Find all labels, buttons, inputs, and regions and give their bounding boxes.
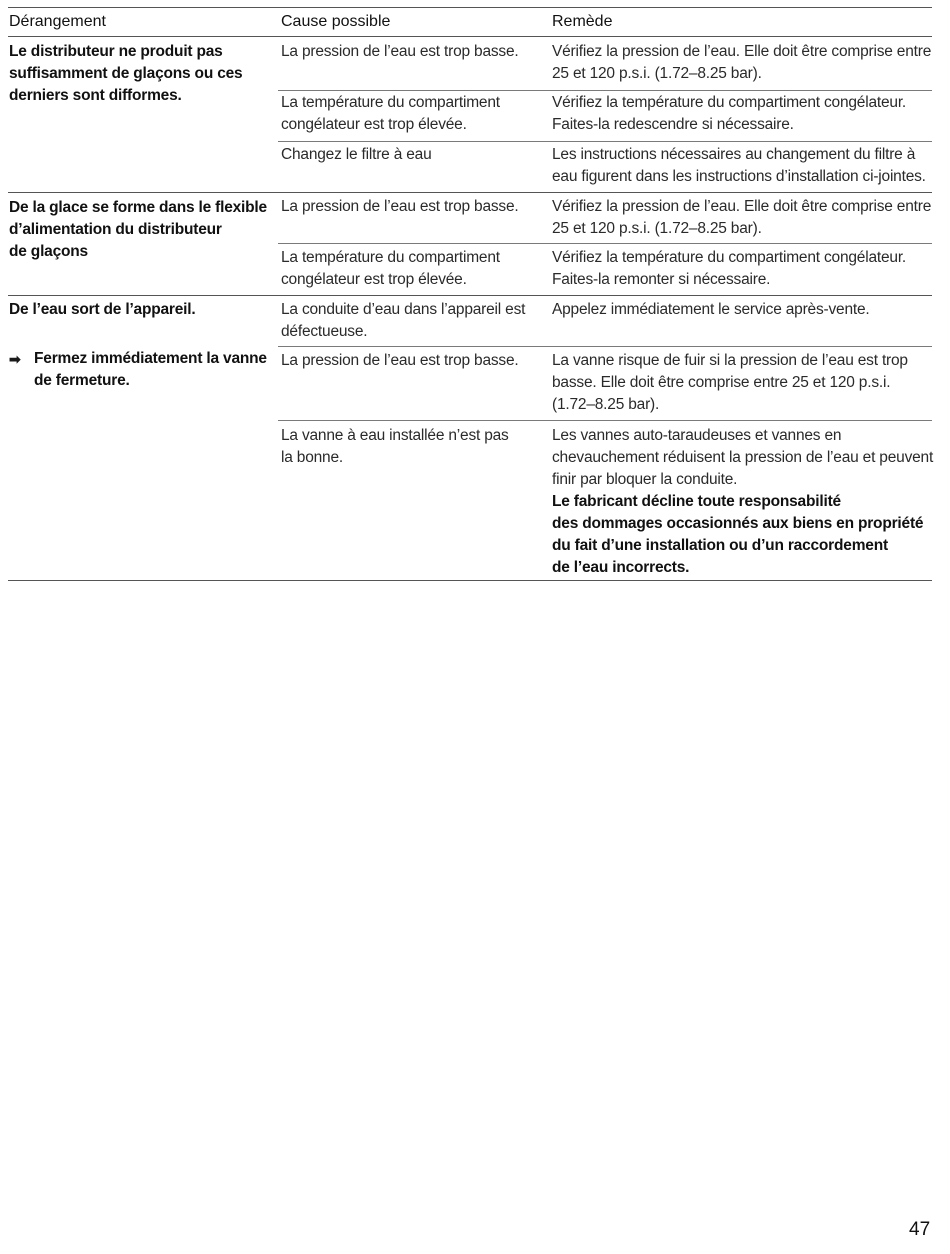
remedy-line: Faites-la remonter si nécessaire. [552,271,771,288]
remedy-line: Vérifiez la température du compartiment congélateur. [552,249,907,266]
remedy-cell [552,350,908,416]
cause-line: La température du compartiment [281,94,500,111]
remedy-warning-line: du fait d’une installation ou d’un raccordement [552,537,888,554]
cause-line: Changez le filtre à eau [281,146,432,163]
cause-line: congélateur est trop élevée. [281,271,467,288]
remedy-cell [552,425,933,579]
remedy-cell [552,41,931,85]
action-note [34,348,267,392]
remedy-line: eau figurent dans les instructions d’installation ci-jointes. [552,168,926,185]
cause-line: La pression de l’eau est trop basse. [281,43,519,60]
action-line: Fermez immédiatement la vanne [34,350,267,367]
cause-cell [281,425,509,469]
column-header-remedy: Remède [552,13,613,30]
remedy-line: Vérifiez la température du compartiment congélateur. [552,94,907,111]
cause-line: la bonne. [281,449,343,466]
remedy-line: Vérifiez la pression de l’eau. Elle doit être comprise entre [552,43,932,60]
remedy-line: basse. Elle doit être comprise entre 25 et 120 p.s.i. [552,374,891,391]
cause-cell [281,92,500,136]
remedy-line: (1.72–8.25 bar). [552,396,660,413]
cause-line: La pression de l’eau est trop basse. [281,352,519,369]
remedy-cell [552,144,926,188]
remedy-line: Les instructions nécessaires au changement du filtre à [552,146,916,163]
cause-cell [281,247,500,291]
remedy-warning-line: de l’eau incorrects. [552,559,690,576]
problem-line: d’alimentation du distributeur [9,221,222,238]
remedy-line: Appelez immédiatement le service après-vente. [552,301,870,318]
remedy-line: Faites-la redescendre si nécessaire. [552,116,794,133]
problem-cell [9,197,267,263]
remedy-line: 25 et 120 p.s.i. (1.72–8.25 bar). [552,220,762,237]
table-bottom-rule [8,580,932,581]
remedy-line: La vanne risque de fuir si la pression de l’eau est trop [552,352,908,369]
cause-line: défectueuse. [281,323,368,340]
remedy-cell [552,196,931,240]
table-top-rule [8,7,932,8]
problem-line: derniers sont difformes. [9,87,182,104]
row-rule [278,90,932,91]
cause-line: La pression de l’eau est trop basse. [281,198,519,215]
arrow-right-icon: ➡ [9,351,21,367]
remedy-line: 25 et 120 p.s.i. (1.72–8.25 bar). [552,65,762,82]
remedy-warning-line: Le fabricant décline toute responsabilité [552,493,841,510]
problem-cell [9,41,242,107]
remedy-cell [552,299,870,321]
column-header-problem: Dérangement [9,13,106,30]
problem-cell [9,299,196,321]
problem-line: De la glace se forme dans le flexible [9,199,267,216]
remedy-line: Les vannes auto-taraudeuses et vannes en [552,427,842,444]
header-rule [8,36,932,37]
row-rule [278,420,932,421]
problem-line: Le distributeur ne produit pas [9,43,223,60]
page-number: 47 [909,1219,931,1240]
remedy-warning-line: des dommages occasionnés aux biens en propriété [552,515,924,532]
cause-cell [281,299,525,343]
cause-cell [281,144,432,166]
action-line: de fermeture. [34,372,130,389]
cause-cell [281,196,519,218]
row-rule [278,141,932,142]
problem-line: De l’eau sort de l’appareil. [9,301,196,318]
cause-cell [281,41,519,63]
remedy-cell [552,92,906,136]
column-header-cause: Cause possible [281,13,391,30]
cause-line: congélateur est trop élevée. [281,116,467,133]
group-rule [8,192,932,193]
remedy-line: Vérifiez la pression de l’eau. Elle doit être comprise entre [552,198,932,215]
cause-cell [281,350,519,372]
cause-line: La température du compartiment [281,249,500,266]
remedy-line: finir par bloquer la conduite. [552,471,738,488]
remedy-cell [552,247,906,291]
cause-line: La vanne à eau installée n’est pas [281,427,509,444]
problem-line: suffisamment de glaçons ou ces [9,65,243,82]
remedy-line: chevauchement réduisent la pression de l’eau et peuvent [552,449,934,466]
row-rule [278,346,932,347]
row-rule [278,243,932,244]
problem-line: de glaçons [9,243,88,260]
cause-line: La conduite d’eau dans l’appareil est [281,301,526,318]
group-rule [8,295,932,296]
